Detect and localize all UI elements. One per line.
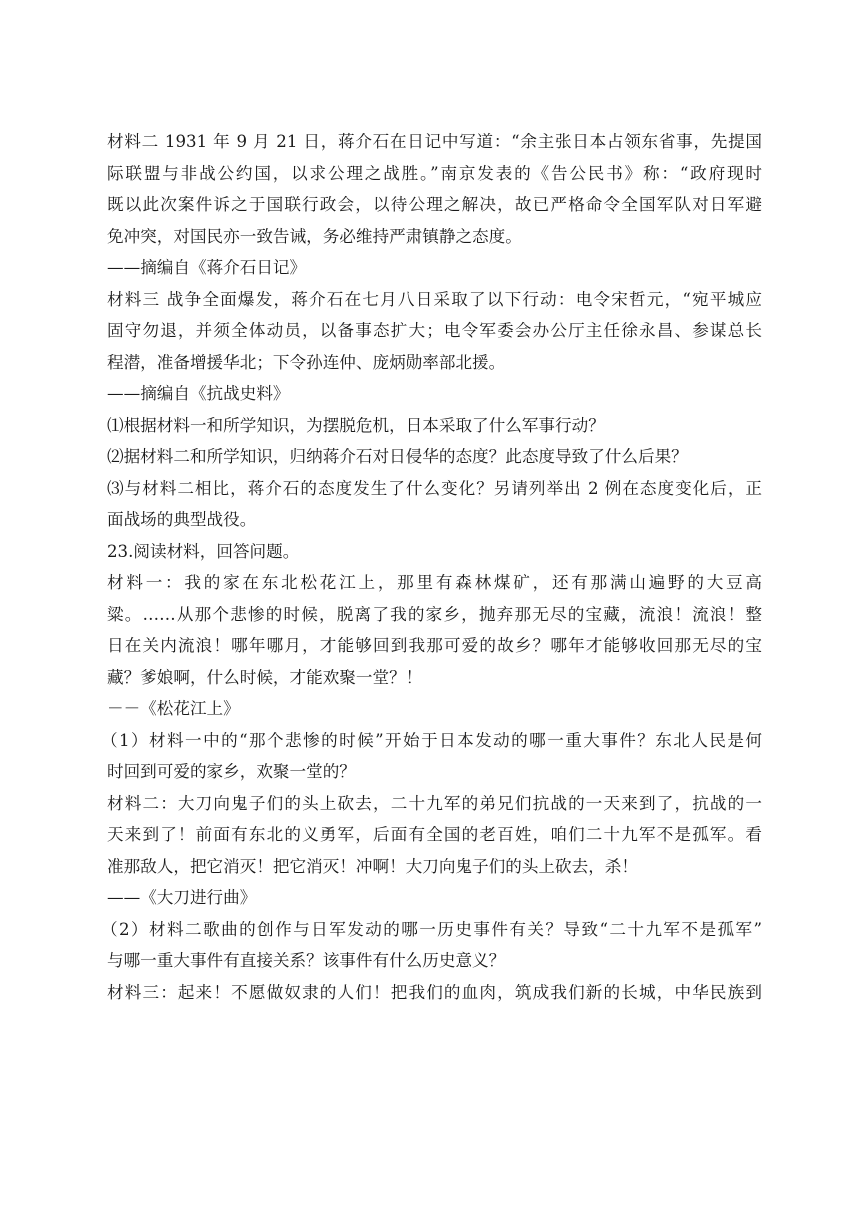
question-line: ⑵据材料二和所学知识，归纳蒋介石对日侵华的态度？此态度导致了什么后果？ xyxy=(107,447,688,466)
text-line: 程潜，准备增援华北；下令孙连仲、庞炳勋率部北援。 xyxy=(107,352,506,372)
document-body xyxy=(101,126,762,1008)
text-line: 既以此次案件诉之于国联行政会，以待公理之解决，故已严格命令全国军队对日军避 xyxy=(107,195,762,214)
text-line: 粱。……从那个悲惨的时候，脱离了我的家乡，抛弃那无尽的宝藏，流浪！流浪！整 xyxy=(107,604,762,624)
source-citation: ——摘编自《蒋介石日记》 xyxy=(107,258,307,277)
question-line: 时回到可爱的家乡，欢聚一堂的？ xyxy=(107,762,356,781)
question-line: （2）材料二歌曲的创作与日军发动的哪一历史事件有关？导致“二十九军不是孤军” xyxy=(101,919,762,939)
text-line: 免冲突，对国民亦一致告诫，务必维持严肃镇静之态度。 xyxy=(107,226,522,246)
text-line: 日在关内流浪！哪年哪月，才能够回到我那可爱的故乡？哪年才能够收回那无尽的宝 xyxy=(107,636,762,655)
question-line: ⑶与材料二相比，蒋介石的态度发生了什么变化？另请列举出 2 例在态度变化后，正 xyxy=(107,478,762,498)
question-line: （1）材料一中的“那个悲惨的时候”开始于日本发动的哪一重大事件？东北人民是何 xyxy=(101,730,762,750)
text-line: 材料三 战争全面爆发，蒋介石在七月八日采取了以下行动：电令宋哲元，“宛平城应 xyxy=(107,289,762,309)
text-line: 材料二 1931 年 9 月 21 日，蒋介石在日记中写道：“余主张日本占领东省事，先提国 xyxy=(107,132,762,151)
text-line: 材料三：起来！不愿做奴隶的人们！把我们的血肉，筑成我们新的长城，中华民族到 xyxy=(107,982,762,1002)
source-citation: －－《松花江上》 xyxy=(107,699,240,718)
source-citation: ——《大刀进行曲》 xyxy=(107,888,257,907)
text-line: 材料一：我的家在东北松花江上，那里有森林煤矿，还有那满山遍野的大豆高 xyxy=(107,573,762,592)
text-line: 材料二：大刀向鬼子们的头上砍去，二十九军的弟兄们抗战的一天来到了，抗战的一 xyxy=(107,793,762,813)
question-line: ⑴根据材料一和所学知识，为摆脱危机，日本采取了什么军事行动？ xyxy=(107,415,605,435)
question-line: 面战场的典型战役。 xyxy=(107,510,257,529)
text-line: 准那敌人，把它消灭！把它消灭！冲啊！大刀向鬼子们的头上砍去，杀！ xyxy=(107,856,638,876)
text-line: 藏？爹娘啊，什么时候，才能欢聚一堂？！ xyxy=(107,667,423,687)
question-line: 与哪一重大事件有直接关系？该事件有什么历史意义？ xyxy=(107,951,506,970)
text-line: 固守勿退，并须全体动员，以备事态扩大；电令军委会办公厅主任徐永昌、参谋总长 xyxy=(107,321,762,340)
text-line: 际联盟与非战公约国，以求公理之战胜。”南京发表的《告公民书》称：“政府现时 xyxy=(107,163,762,183)
source-citation: ——摘编自《抗战史料》 xyxy=(107,384,290,403)
text-line: 天来到了！前面有东北的义勇军，后面有全国的老百姓，咱们二十九军不是孤军。看 xyxy=(107,825,762,844)
question-heading: 23.阅读材料，回答问题。 xyxy=(107,541,300,561)
